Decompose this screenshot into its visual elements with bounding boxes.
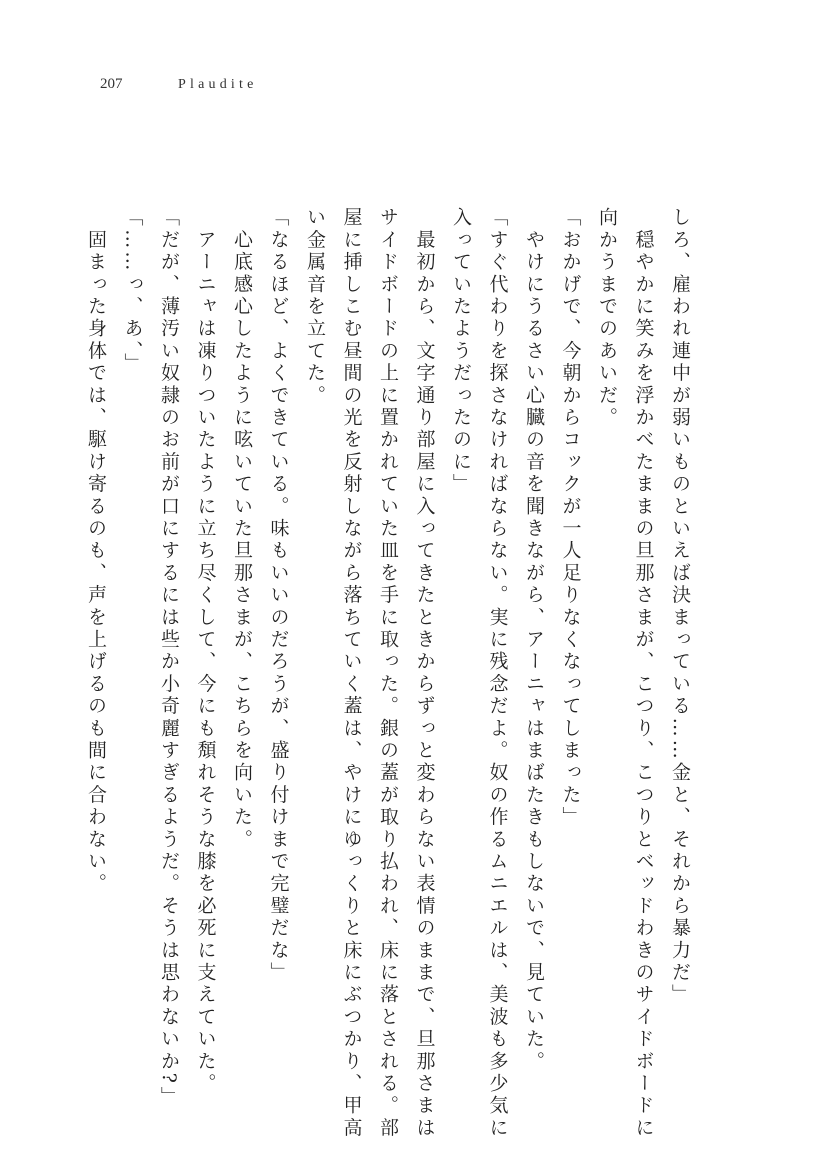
running-title: Plaudite: [178, 77, 258, 92]
text-line: 向かうまでのあいだ。: [596, 207, 618, 429]
vertical-body-text: [85, 207, 698, 1140]
text-line: 入っていたようだったのに」: [450, 207, 472, 496]
page-number: 207: [100, 76, 123, 92]
text-line: やけにうるさい心臓の音を聞きながら、アーニャはまばたきもしないで、見ていた。: [523, 207, 545, 1073]
text-line: 屋に挿しこむ昼間の光を反射しながら落ちていく蓋は、やけにゆっくりと床にぶつかり、甲高: [340, 207, 363, 1140]
text-line: アーニャは凍りついたように立ち尽くして、今にも頽れそうな膝を必死に支えていた。: [194, 207, 217, 1095]
text-line: 穏やかに笑みを浮かべたままの旦那さまが、こつり、こつりとベッドわきのサイドボードに: [632, 207, 655, 1140]
text-line: 心底感心したように呟いていた旦那さまが、こちらを向いた。: [231, 207, 253, 851]
text-line: しろ、雇われ連中が弱いものといえば決まっている……金と、それから暴力だ」: [669, 207, 691, 1007]
text-line: 「すぐ代わりを探さなければならない。実に残念だよ。奴の作るムニエルは、美波も多少気に: [486, 207, 509, 1140]
text-line: 最初から、文字通り部屋に入ってきたときからずっと変わらない表情のままで、旦那さまは: [413, 207, 436, 1140]
page-header: [100, 76, 257, 100]
text-line: 「おかげで、今朝からコックが一人足りなくなってしまった」: [559, 207, 582, 829]
text-line: い金属音を立てた。: [304, 207, 326, 407]
text-line: 「なるほど、よくできている。味もいいのだろうが、盛り付けまで完璧だな」: [267, 207, 290, 984]
text-line: 固まった身体では、駆け寄るのも、声を上げるのも間に合わない。: [85, 207, 107, 896]
text-line: 「だが、薄汚い奴隷のお前が口にするには些か小奇麗すぎるようだ。そうは思わないか?」: [158, 207, 180, 1109]
text-line: サイドボードの上に置かれていた皿を手に取った。銀の蓋が取り払われ、床に落とされる。部: [377, 207, 399, 1140]
text-line: 「……っ、あ、」: [121, 207, 144, 376]
